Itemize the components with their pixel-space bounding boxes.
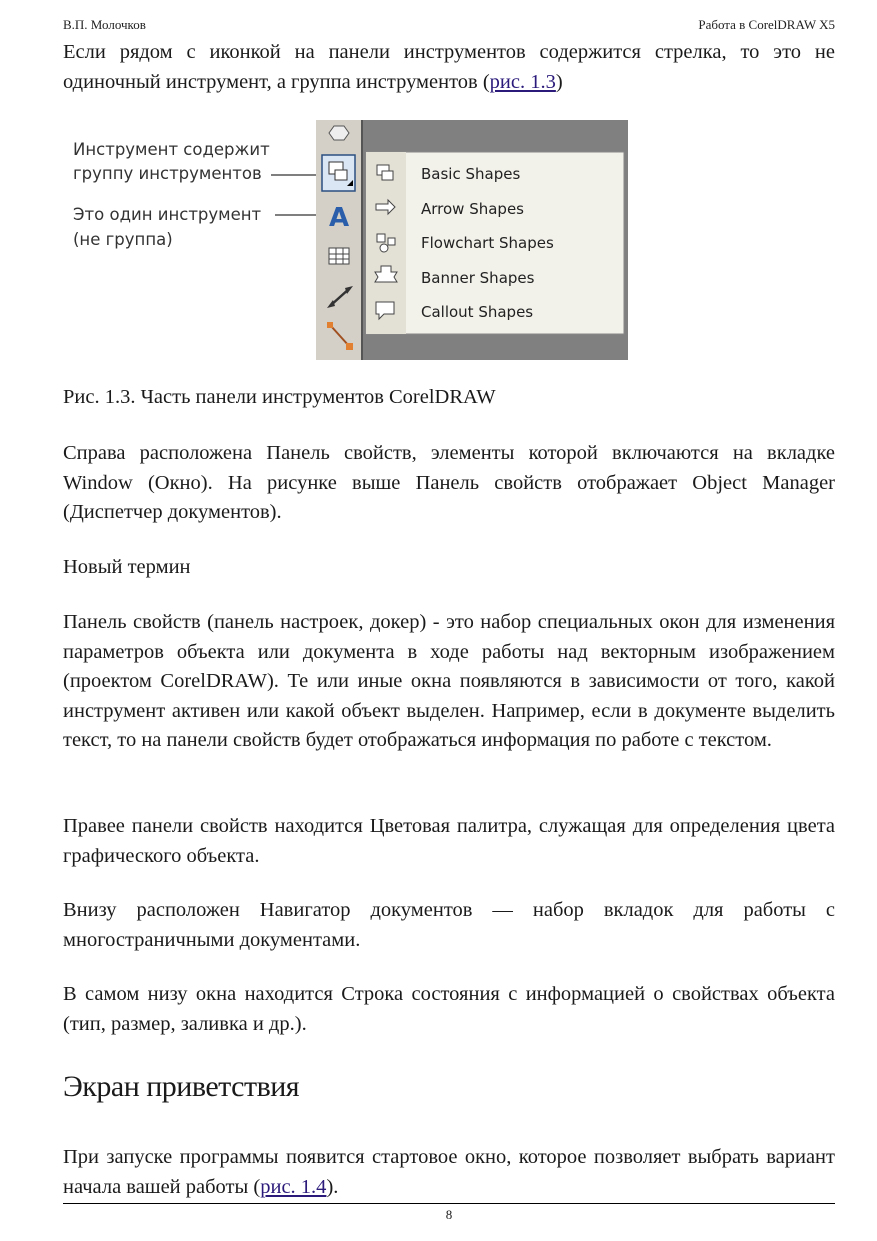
paragraph-7-text: При запуске программы появится стартовое окно, которое позволяет выбрать вариант начала вашей работы ( bbox=[63, 1146, 835, 1198]
flowchart-shapes-label: Flowchart Shapes bbox=[421, 234, 554, 252]
paragraph-1-text: Если рядом с иконкой на панели инструментов содержится стрелка, то это не одиночный инструмент, а группа инструментов ( bbox=[63, 41, 835, 93]
header-title: Работа в CorelDRAW X5 bbox=[698, 17, 835, 32]
figure-1-3-link[interactable]: рис. 1.3 bbox=[489, 70, 556, 93]
figure-1-4-link[interactable]: рис. 1.4 bbox=[260, 1175, 327, 1198]
paragraph-1-tail: ) bbox=[555, 70, 563, 93]
header-author: В.П. Молочков bbox=[63, 17, 146, 32]
toolbar-illustration bbox=[71, 120, 631, 360]
footer-divider bbox=[63, 1203, 835, 1204]
table-tool-icon[interactable] bbox=[329, 248, 349, 264]
svg-text:A: A bbox=[329, 203, 350, 233]
paragraph-4: Правее панели свойств находится Цветовая палитра, служащая для определения цвета графического объекта. bbox=[63, 815, 835, 867]
figure-toolbar bbox=[71, 120, 631, 360]
paragraph-2: Справа расположена Панель свойств, элементы которой включаются на вкладке Window (Окно). На рисунке выше Панель свойств отображает Object Manager (Диспетчер документов). bbox=[63, 442, 835, 523]
shapes-group-tool-icon[interactable] bbox=[322, 155, 355, 191]
basic-shapes-label: Basic Shapes bbox=[421, 165, 521, 183]
label-group-line1: Инструмент содержит bbox=[73, 140, 270, 159]
page-number: 8 bbox=[445, 1207, 453, 1222]
paragraph-6: В самом низу окна находится Строка состояния с информацией о свойствах объекта (тип, размер, заливка и др.). bbox=[63, 983, 835, 1035]
shape-tool-icon bbox=[329, 126, 349, 140]
label-single-line2: (не группа) bbox=[73, 230, 173, 249]
paragraph-7-tail: ). bbox=[326, 1175, 339, 1198]
paragraph-5: Внизу расположен Навигатор документов — набор вкладок для работы с многостраничными документами. bbox=[63, 899, 835, 951]
paragraph-3: Панель свойств (панель настроек, докер) - это набор специальных окон для изменения параметров объекта или документа в ходе работы над векторным изображением (проектом CorelDRAW). Те или иные окна появляются в зависимости от того, какой инструмент активен или какой объект выделен. Например, если в документе выделить текст, то на панели свойств будет отображаться информация по работе с текстом. bbox=[63, 611, 835, 751]
text-tool-icon[interactable] bbox=[329, 203, 349, 233]
paragraph-7 bbox=[63, 1143, 835, 1202]
banner-shapes-label: Banner Shapes bbox=[421, 269, 535, 287]
arrow-shapes-label: Arrow Shapes bbox=[421, 200, 525, 218]
new-term-label: Новый термин bbox=[63, 556, 191, 578]
paragraph-1 bbox=[63, 38, 835, 97]
figure-caption: Рис. 1.3. Часть панели инструментов CorelDRAW bbox=[63, 386, 496, 408]
section-heading: Экран приветствия bbox=[63, 1070, 300, 1103]
label-group-line2: группу инструментов bbox=[73, 164, 262, 183]
callout-shapes-label: Callout Shapes bbox=[421, 303, 534, 321]
label-single-line1: Это один инструмент bbox=[73, 205, 262, 224]
